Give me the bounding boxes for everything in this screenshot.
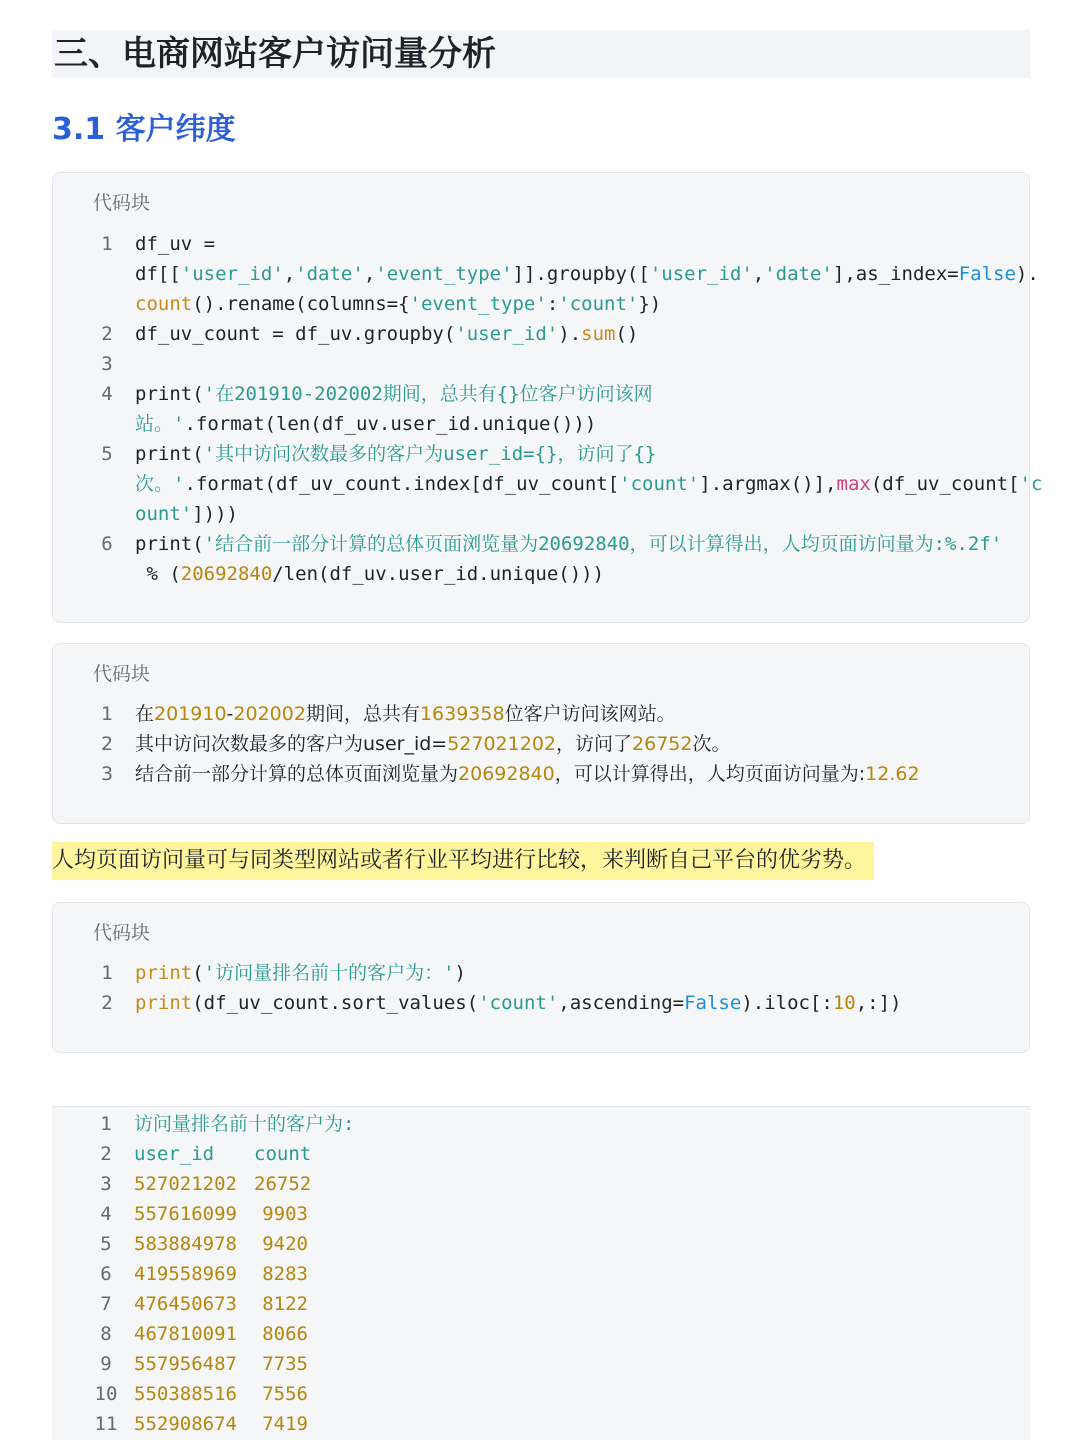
- output-line: 6 419558969 8283: [52, 1259, 374, 1289]
- code-line: count().rename(columns={'event_type':'count'}): [135, 293, 662, 315]
- code-line: ount']))): [135, 503, 238, 525]
- code-line: 1 在201910-202002期间，总共有1639358位客户访问该网站。: [100, 703, 676, 725]
- code-block-3: [52, 902, 1030, 1053]
- code-line: 2 print(df_uv_count.sort_values('count',ascending=False).iloc[:10,:]): [101, 992, 902, 1014]
- output-block: [52, 1106, 1030, 1440]
- output-user-id: 419558969: [134, 1263, 237, 1285]
- code-block-label: 代码块: [93, 663, 151, 685]
- code-line: 2 其中访问次数最多的客户为user_id=527021202，访问了26752次。: [100, 733, 731, 755]
- output-user-id: 550388516: [134, 1383, 237, 1405]
- output-line: 10 550388516 7556: [52, 1379, 374, 1409]
- code-content: [53, 699, 920, 789]
- code-line: % (20692840/len(df_uv.user_id.unique())): [135, 563, 605, 585]
- code-line: 4 print('在201910-202002期间，总共有{}位客户访问该网: [101, 383, 653, 405]
- code-line: 3 结合前一部分计算的总体页面浏览量为20692840，可以计算得出，人均页面访问量为:12.62: [100, 763, 920, 785]
- code-line: 1 print('访问量排名前十的客户为：'): [101, 962, 466, 984]
- output-content: [52, 1109, 374, 1439]
- code-line: 6 print('结合前一部分计算的总体页面浏览量为20692840，可以计算得出，人均页面访问量为:%.2f': [101, 533, 1003, 555]
- output-count: 8122: [262, 1293, 308, 1315]
- subsection-heading: 3.1 客户纬度: [52, 112, 236, 147]
- output-header-cell: user_id: [134, 1143, 215, 1165]
- output-line: 8 467810091 8066: [52, 1319, 374, 1349]
- output-line: 2 user_id count: [52, 1139, 374, 1169]
- code-line: 3: [101, 353, 113, 375]
- output-count: 9420: [262, 1233, 308, 1255]
- output-user-id: 583884978: [134, 1233, 237, 1255]
- output-user-id: 557616099: [134, 1203, 237, 1225]
- code-line: 站。'.format(len(df_uv.user_id.unique())): [135, 413, 597, 435]
- output-line: 7 476450673 8122: [52, 1289, 374, 1319]
- output-count: 9903: [262, 1203, 308, 1225]
- code-content: [53, 229, 1042, 589]
- output-line: 11 552908674 7419: [52, 1409, 374, 1439]
- code-block-label: 代码块: [93, 192, 151, 214]
- code-block-2: [52, 643, 1030, 824]
- code-block-label: 代码块: [93, 922, 151, 944]
- output-line: 4 557616099 9903: [52, 1199, 374, 1229]
- output-count: 8066: [262, 1323, 308, 1345]
- output-header-cell: count: [254, 1143, 312, 1165]
- output-user-id: 527021202: [134, 1173, 237, 1195]
- output-line: 3 527021202 26752: [52, 1169, 374, 1199]
- code-block-1: [52, 172, 1043, 623]
- output-count: 8283: [262, 1263, 308, 1285]
- output-user-id: 467810091: [134, 1323, 237, 1345]
- output-user-id: 557956487: [134, 1353, 237, 1375]
- code-line: 5 print('其中访问次数最多的客户为user_id={}，访问了{}: [101, 443, 657, 465]
- output-count: 7556: [262, 1383, 308, 1405]
- output-user-id: 476450673: [134, 1293, 237, 1315]
- code-content: [53, 958, 901, 1018]
- output-count: 7419: [262, 1413, 308, 1435]
- code-line: 2 df_uv_count = df_uv.groupby('user_id').sum(): [101, 323, 639, 345]
- code-line: df[['user_id','date','event_type']].groupby(['user_id','date'],as_index=False).: [135, 263, 1039, 285]
- output-count: 26752: [254, 1173, 312, 1195]
- highlighted-note: 人均页面访问量可与同类型网站或者行业平均进行比较，来判断自己平台的优劣势。: [52, 842, 874, 880]
- output-count: 7735: [262, 1353, 308, 1375]
- section-heading: 三、电商网站客户访问量分析: [52, 30, 1030, 78]
- code-line: 1 df_uv =: [101, 233, 216, 255]
- code-line: 次。'.format(df_uv_count.index[df_uv_count['count'].argmax()],max(df_uv_count['c: [135, 473, 1043, 495]
- output-line: 5 583884978 9420: [52, 1229, 374, 1259]
- output-user-id: 552908674: [134, 1413, 237, 1435]
- output-title: 访问量排名前十的客户为:: [134, 1113, 355, 1135]
- output-line: 9 557956487 7735: [52, 1349, 374, 1379]
- output-line: 1 访问量排名前十的客户为:: [100, 1113, 355, 1135]
